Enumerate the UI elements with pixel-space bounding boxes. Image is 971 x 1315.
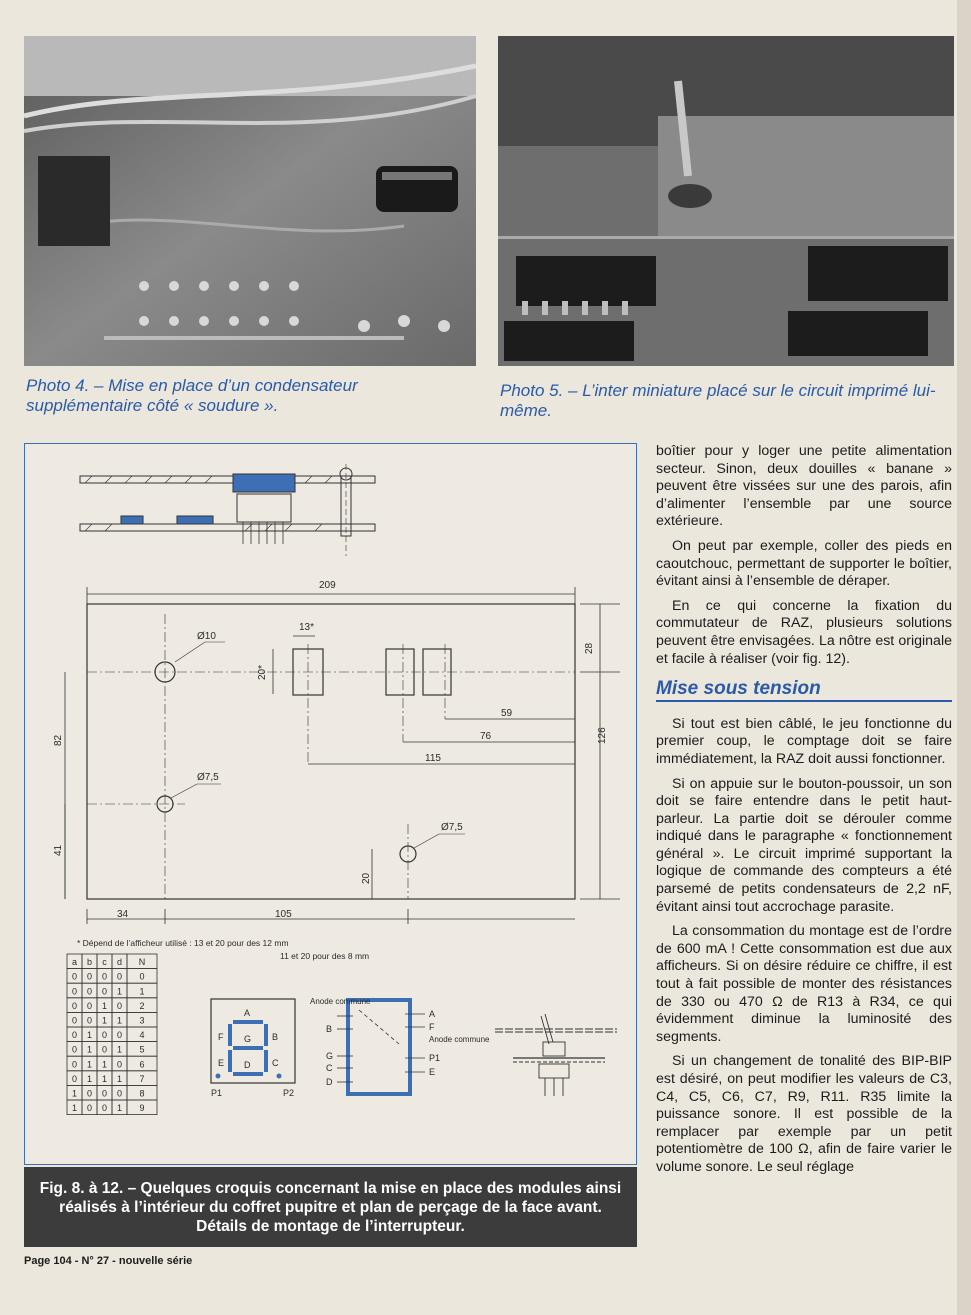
truth-table-value: 1 [101,1073,108,1084]
figure-frame [24,443,637,1165]
switch-mounting-detail [495,1014,617,1096]
truth-table-value: 0 [101,1030,108,1041]
truth-table-value: 0 [71,1044,78,1055]
truth-table-header: c [102,957,107,968]
truth-table-value: 0 [86,1000,93,1011]
display-note-line-2: 11 et 20 pour des 8 mm [280,951,370,961]
article-paragraph-6: La consommation du montage est de l’ordre de 600 mA ! Cette consommation est due aux afficheurs. Si on désire réduire ce chiffre, il est tout à fait possible de monter des résistances de 330 ou 470 Ω de R13 à R34, ce qui évidemment diminue la luminosité des segments. [656,923,952,1045]
segment-label-c: C [272,1058,279,1068]
truth-table-value: 0 [116,1088,123,1099]
segment-label-a: A [244,1008,251,1018]
truth-table-value: 0 [116,1030,123,1041]
truth-table-value: 1 [101,1059,108,1070]
truth-table-value: 1 [139,986,145,997]
dim-115: 115 [425,753,441,764]
dim-34: 34 [117,909,129,920]
pin-right-e: E [429,1067,436,1077]
pin-right-f: F [429,1022,435,1032]
truth-table-value: 0 [139,971,145,982]
truth-table-value: 0 [71,1030,78,1041]
hole-diameter-7-5-right: Ø7,5 [441,822,463,833]
page-footer: Page 104 - N° 27 - nouvelle série [24,1255,193,1267]
truth-table-value: 6 [139,1059,145,1070]
truth-table-value: 5 [139,1044,145,1055]
article-paragraph-1: boîtier pour y loger une petite alimentation secteur. Sinon, deux douilles « banane » peuvent être vissées sur une des parois, afin d’alimenter l’ensemble par une source extérieure. [656,443,952,530]
dim-209: 209 [319,580,336,591]
dim-20-star: 20* [257,664,268,680]
segment-label-f: F [218,1032,224,1042]
dim-76: 76 [480,731,492,742]
truth-table-value: 0 [101,971,108,982]
segment-label-b: B [272,1032,279,1042]
truth-table-header: N [138,957,146,968]
photo-5 [498,36,954,366]
front-panel-drilling-plan [87,604,575,899]
truth-table-value: 1 [116,1015,123,1026]
truth-table-value: 1 [101,1015,108,1026]
truth-table-value: 3 [139,1015,145,1026]
display-pinout [310,997,490,1094]
photo-4 [24,36,476,366]
truth-table-value: 0 [71,1000,78,1011]
pin-left-b: B [326,1024,333,1034]
truth-table-value: 1 [86,1044,93,1055]
truth-table-value: 0 [116,971,123,982]
truth-table-value: 1 [116,1103,123,1114]
truth-table-value: 1 [86,1059,93,1070]
truth-table-value: 1 [116,986,123,997]
segment-label-p1: P1 [211,1088,223,1098]
truth-table-value: 9 [139,1103,145,1114]
truth-table-value: 0 [86,986,93,997]
article-paragraph-4: Si tout est bien câblé, le jeu fonctionne du premier coup, le comptage doit se faire immédiatement, la RAZ doit aussi fonctionner. [656,715,952,767]
section-heading: Mise sous tension [656,680,952,702]
segment-label-g: G [244,1034,252,1044]
truth-table-value: 1 [116,1073,123,1084]
segment-label-p2: P2 [283,1088,295,1098]
truth-table-value: 1 [101,1000,108,1011]
truth-table-value: 0 [101,1044,108,1055]
dim-59: 59 [501,708,513,719]
truth-table-value: 0 [71,971,78,982]
dim-20: 20 [361,872,372,884]
dim-41: 41 [53,844,64,856]
truth-table-value: 0 [71,1059,78,1070]
segment-label-e: E [218,1058,225,1068]
figure-drawing [25,444,636,1164]
truth-table-value: 8 [139,1088,145,1099]
truth-table-value: 1 [86,1073,93,1084]
truth-table-value: 0 [71,986,78,997]
truth-table-value: 1 [71,1088,78,1099]
pin-left-d: D [326,1077,333,1087]
dim-28: 28 [584,642,595,654]
figure-caption: Fig. 8. à 12. – Quelques croquis concernant la mise en place des modules ainsi réalisés à l’intérieur du coffret pupitre et plan de perçage de la face avant. Détails de montage de l’interrupteur. [24,1167,637,1247]
dim-82: 82 [53,734,64,746]
page-edge [957,0,971,1315]
truth-table-value: 2 [139,1000,145,1011]
article-paragraph-3: En ce qui concerne la fixation du commutateur de RAZ, plusieurs solutions peuvent être envisagées. La nôtre est originale et facile à réaliser (voir fig. 12). [656,597,952,667]
truth-table [67,954,157,1115]
truth-table-value: 0 [116,1059,123,1070]
truth-table-value: 4 [139,1030,145,1041]
truth-table-value: 0 [86,1015,93,1026]
article-column [656,443,952,1184]
truth-table-value: 1 [71,1103,78,1114]
article-paragraph-7: Si un changement de tonalité des BIP-BIP est désiré, on peut modifier les valeurs de C3, C4, C5, C6, C7, R9, R11. R35 limite la puissance sonore. Il est possible de la remplacer par exemple par un petit potentiomètre de 100 Ω, afin de faire varier le volume sonore. Le seul réglage [656,1053,952,1175]
truth-table-value: 1 [116,1044,123,1055]
pin-left-c: C [326,1063,333,1073]
photo-4-caption: Photo 4. – Mise en place d’un condensateur supplémentaire côté « soudure ». [26,376,358,415]
pin-left-g: G [326,1051,334,1061]
truth-table-value: 0 [101,1088,108,1099]
truth-table-value: 0 [86,971,93,982]
segment-label-d: D [244,1060,251,1070]
truth-table-value: 0 [86,1088,93,1099]
hole-diameter-7-5-left: Ø7,5 [197,772,219,783]
dim-105: 105 [275,909,292,920]
truth-table-value: 0 [71,1073,78,1084]
article-paragraph-5: Si on appuie sur le bouton-poussoir, un son doit se faire entendre dans le petit haut-parleur. La partie doit se dérouler comme indiqué dans le paragraphe « fonctionnement général ». Le circuit imprimé supportant la logique de commande des compteurs a été parsemé de petits condensateurs de 2,2 nF, évitant ainsi tout accrochage parasite. [656,775,952,915]
truth-table-value: 0 [101,986,108,997]
dim-13: 13* [299,622,315,633]
truth-table-header: b [86,957,93,968]
seven-segment-display [211,999,295,1098]
truth-table-value: 0 [101,1103,108,1114]
dim-126: 126 [597,727,608,744]
article-paragraph-2: On peut par exemple, coller des pieds en caoutchouc, permettant de supporter le boîtier, évitant ainsi à l’ensemble de déraper. [656,537,952,590]
pin-right-p1: P1 [429,1053,441,1063]
truth-table-value: 1 [86,1030,93,1041]
hole-diameter-10: Ø10 [197,631,216,642]
pinout-anode-right: Anode commune [429,1035,490,1044]
truth-table-value: 0 [71,1015,78,1026]
truth-table-value: 0 [86,1103,93,1114]
display-note-line-1: * Dépend de l’afficheur utilisé : 13 et 20 pour des 12 mm [77,938,289,948]
truth-table-header: d [116,957,123,968]
truth-table-value: 7 [139,1073,145,1084]
truth-table-value: 0 [116,1000,123,1011]
pinout-anode-top: Anode commune [310,997,371,1006]
truth-table-header: a [71,957,78,968]
photo-5-caption: Photo 5. – L’inter miniature placé sur le circuit imprimé lui-même. [500,381,936,420]
pin-right-a: A [429,1009,436,1019]
assembly-sketch [80,464,375,556]
